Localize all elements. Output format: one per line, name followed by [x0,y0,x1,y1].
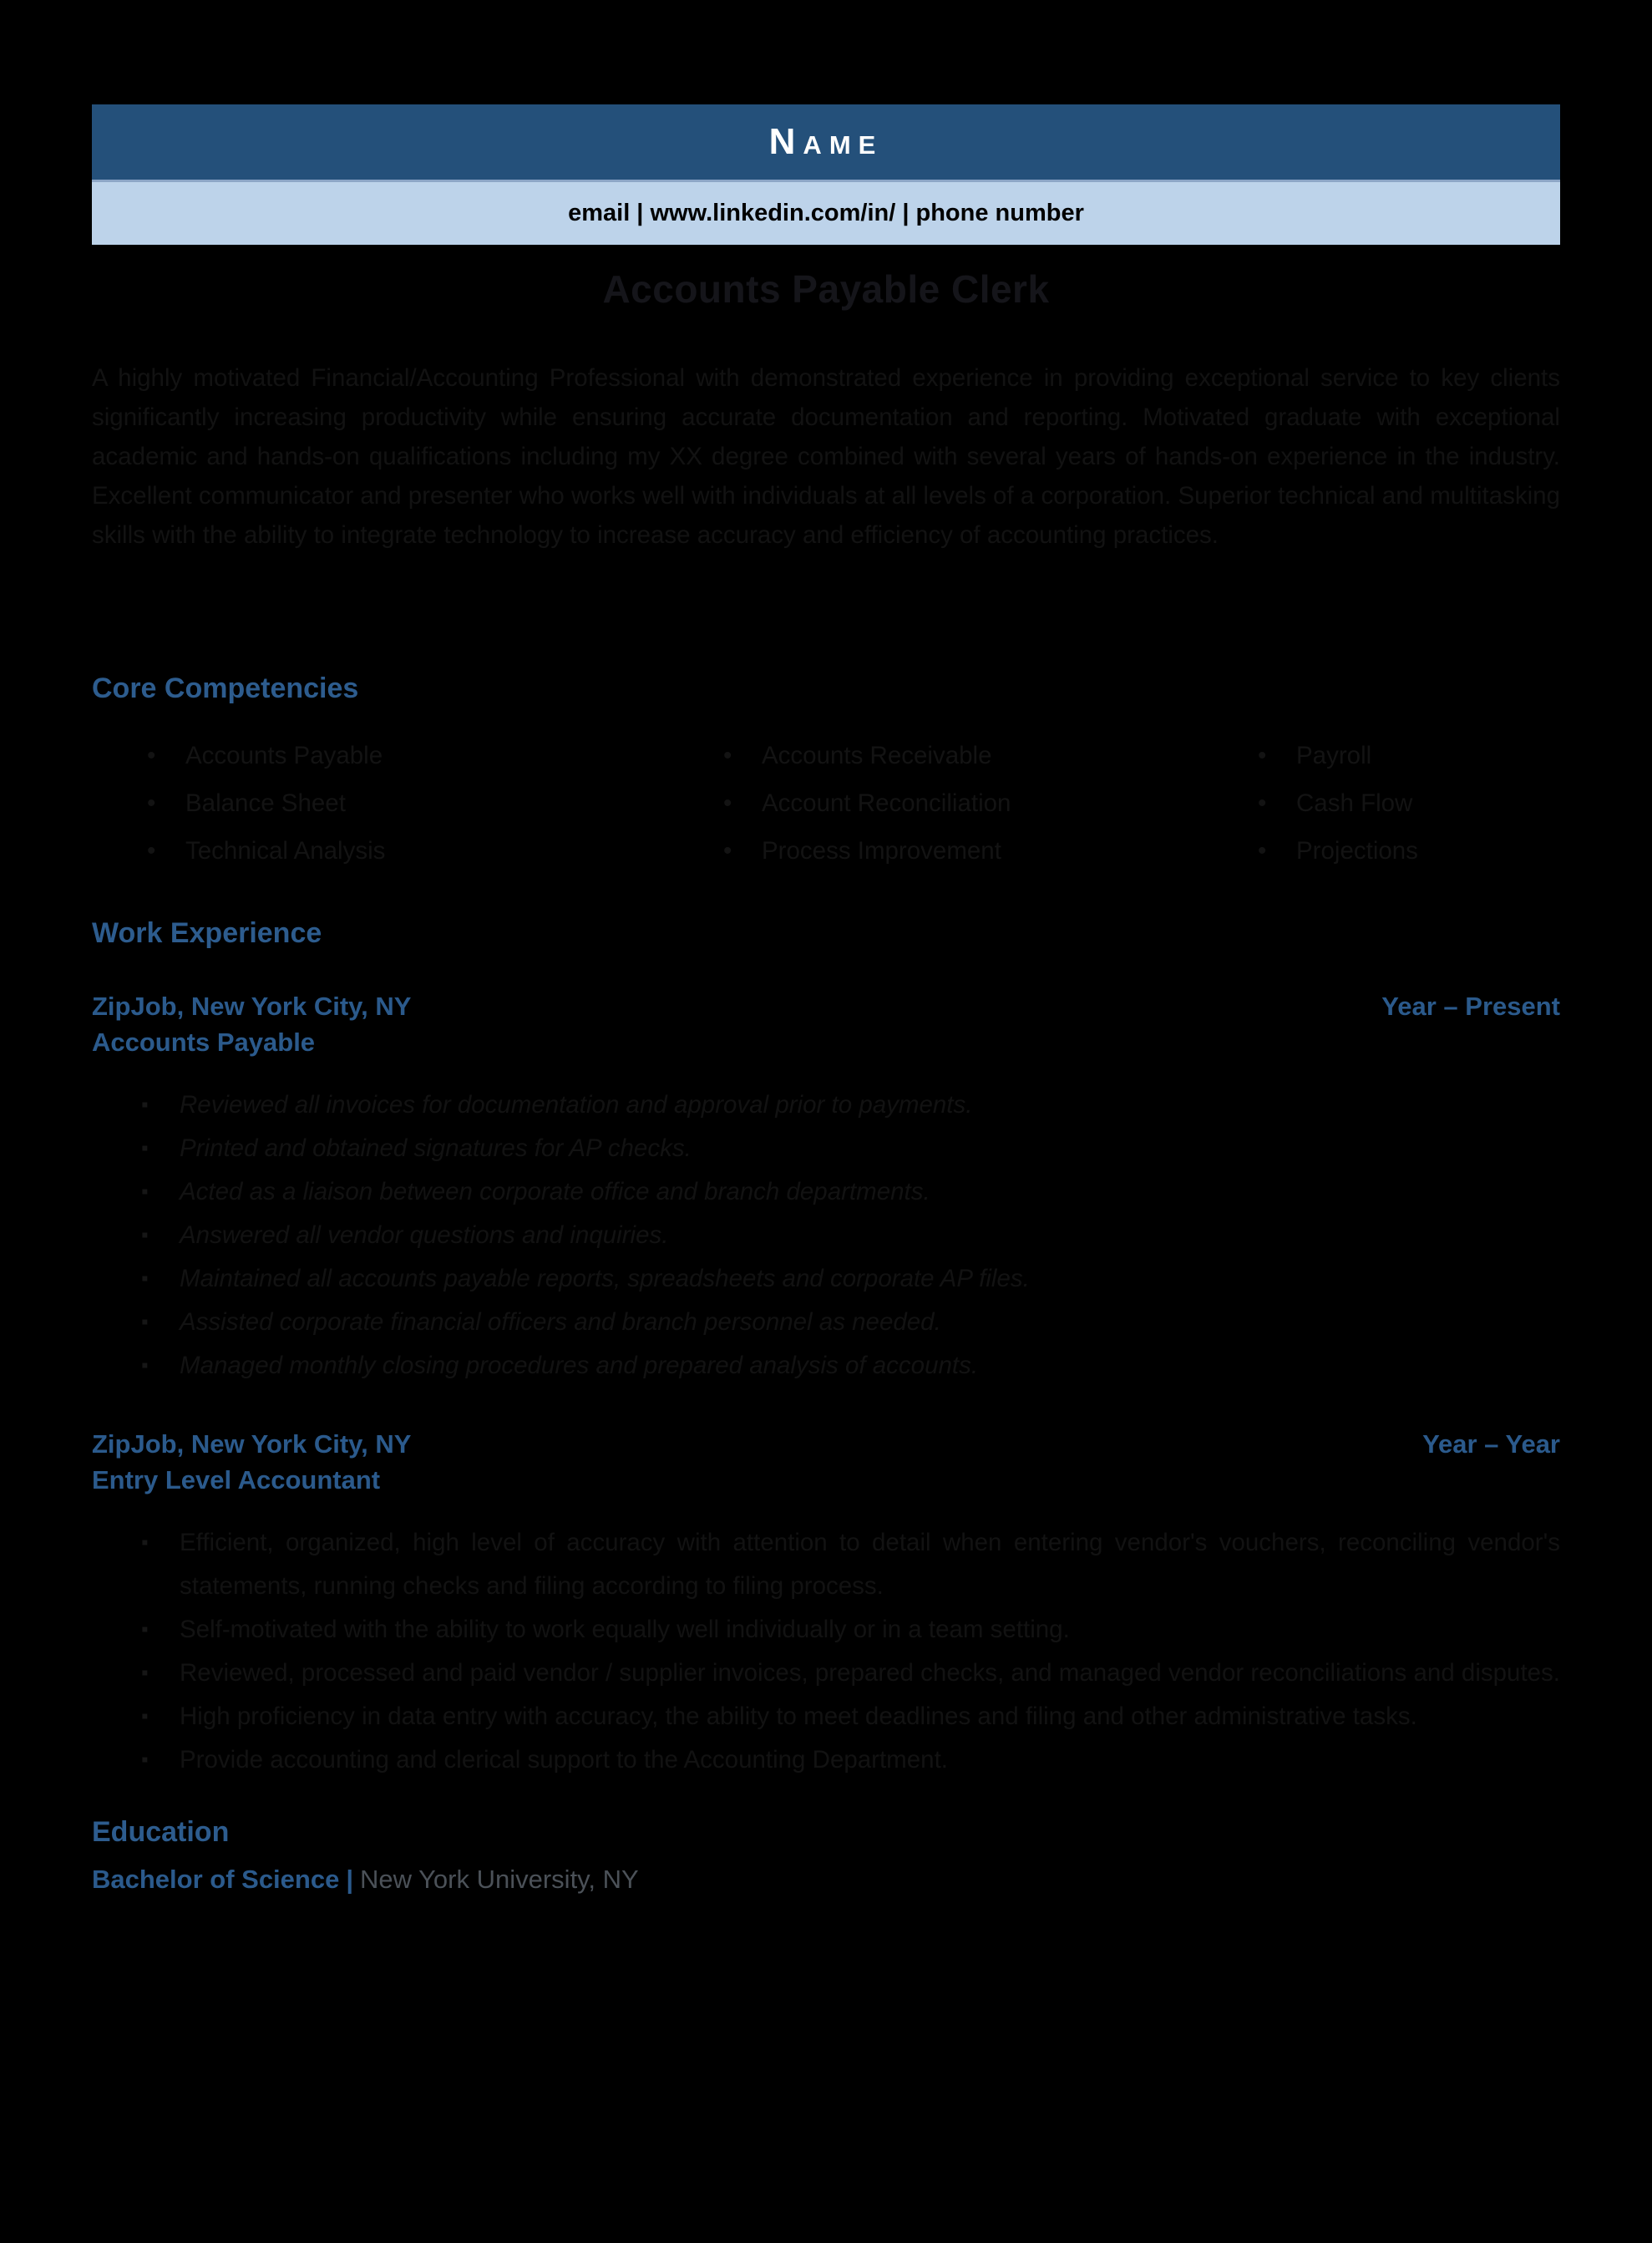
competency-label: Account Reconciliation [762,789,1011,817]
square-bullet-icon: ▪ [141,1748,149,1771]
job-dates: Year – Present [1381,992,1560,1021]
job-employer: ZipJob, New York City, NY [92,992,412,1021]
resume-page [0,104,1652,2243]
job-bullet-text: Printed and obtained signatures for AP checks. [180,1134,692,1162]
education-school: New York University, NY [360,1865,639,1894]
job-bullet [92,1344,1560,1388]
job-bullet-text: Maintained all accounts payable reports, spreadsheets and corporate AP files. [180,1265,1030,1292]
competency-item [1258,779,1560,827]
square-bullet-icon: ▪ [141,1094,149,1116]
name-banner [92,104,1560,180]
job-bullet-text: Acted as a liaison between corporate office and branch departments. [180,1178,930,1205]
competency-label: Process Improvement [762,837,1001,865]
education-separator: | [346,1865,354,1894]
square-bullet-icon: ▪ [141,1705,149,1728]
job-bullet-text: Assisted corporate financial officers and branch personnel as needed. [180,1308,941,1336]
round-bullet-icon: • [1258,837,1267,865]
job-bullet-text: Self-motivated with the ability to work equally well individually or in a team setting. [180,1616,1070,1643]
competency-column-2 [723,732,1258,875]
competency-label: Accounts Payable [185,742,383,769]
square-bullet-icon: ▪ [141,1224,149,1246]
square-bullet-icon: ▪ [141,1180,149,1203]
competency-label: Cash Flow [1296,789,1413,817]
competency-item [147,732,723,779]
job-entry [92,990,1560,1388]
competency-label: Projections [1296,837,1418,865]
job-bullet-text: High proficiency in data entry with accuracy, the ability to meet deadlines and filing and other administrative tasks. [180,1703,1417,1730]
professional-summary: A highly motivated Financial/Accounting Professional with demonstrated experience in providing exceptional service to key clients significantly increasing productivity while ensuring accurate documentation and reporting. Motivated graduate with exceptional academic and hands-on qualifications including my XX degree combined with several years of hands-on experience in the industry. Excellent communicator and presenter who works well with individuals at all levels of a corporation. Superior technical and multitasking skills with the ability to integrate technology to increase accuracy and efficiency of accounting practices. [92,364,1560,549]
section-heading-core-competencies: Core Competencies [92,672,359,704]
square-bullet-icon: ▪ [141,1311,149,1333]
core-competencies-grid [92,732,1560,875]
job-employer: ZipJob, New York City, NY [92,1429,412,1459]
document-title: Accounts Payable Clerk [602,267,1050,311]
section-heading-work-experience: Work Experience [92,917,322,949]
competency-item [1258,827,1560,875]
competency-label: Technical Analysis [185,837,386,865]
competency-item [147,827,723,875]
competency-item [723,779,1258,827]
job-bullet-text: Reviewed, processed and paid vendor / supplier invoices, prepared checks, and managed vendor reconciliations and disputes. [180,1659,1560,1687]
competency-label: Payroll [1296,742,1372,769]
candidate-name: Name [768,121,884,162]
job-bullet [92,1214,1560,1257]
competency-column-1 [147,732,723,875]
round-bullet-icon: • [1258,742,1267,769]
round-bullet-icon: • [723,837,732,865]
square-bullet-icon: ▪ [141,1137,149,1160]
square-bullet-icon: ▪ [141,1618,149,1641]
job-bullet [92,1738,1560,1782]
job-bullet [92,1083,1560,1127]
job-bullet [92,1257,1560,1301]
job-bullet [92,1521,1560,1608]
job-bullet-text: Reviewed all invoices for documentation and approval prior to payments. [180,1091,973,1119]
job-title: Entry Level Accountant [92,1465,381,1494]
contact-banner [92,180,1560,245]
job-bullet-text: Answered all vendor questions and inquiries. [180,1221,669,1249]
round-bullet-icon: • [1258,789,1267,817]
job-bullet [92,1652,1560,1695]
job-bullet-list [92,1521,1560,1782]
job-bullet [92,1695,1560,1738]
round-bullet-icon: • [723,742,732,769]
job-bullet-text: Provide accounting and clerical support to the Accounting Department. [180,1746,948,1774]
education-degree: Bachelor of Science [92,1865,340,1894]
section-heading-education: Education [92,1816,230,1848]
competency-item [1258,732,1560,779]
job-header [92,990,1560,1023]
job-bullet [92,1127,1560,1170]
square-bullet-icon: ▪ [141,1531,149,1554]
competency-item [723,732,1258,779]
job-bullet [92,1608,1560,1652]
square-bullet-icon: ▪ [141,1662,149,1684]
round-bullet-icon: • [723,789,732,817]
job-bullet-text: Managed monthly closing procedures and prepared analysis of accounts. [180,1352,979,1379]
contact-line: email | www.linkedin.com/in/ | phone number [568,200,1084,226]
competency-label: Balance Sheet [185,789,346,817]
square-bullet-icon: ▪ [141,1354,149,1377]
competency-label: Accounts Receivable [762,742,992,769]
square-bullet-icon: ▪ [141,1267,149,1290]
job-bullet [92,1170,1560,1214]
round-bullet-icon: • [147,789,156,817]
round-bullet-icon: • [147,742,156,769]
job-dates: Year – Year [1422,1429,1560,1459]
resume-content [92,104,1560,1899]
education-line [92,1860,1560,1899]
round-bullet-icon: • [147,837,156,865]
competency-column-3 [1258,732,1560,875]
job-title: Accounts Payable [92,1028,316,1057]
job-bullet-text: Efficient, organized, high level of accuracy with attention to detail when entering vendor's vouchers, reconciling vendor's statements, running checks and filing according to filing process. [180,1529,1560,1600]
job-bullet-list [92,1083,1560,1388]
competency-item [147,779,723,827]
job-entry [92,1428,1560,1782]
competency-item [723,827,1258,875]
job-header [92,1428,1560,1461]
job-bullet [92,1301,1560,1344]
